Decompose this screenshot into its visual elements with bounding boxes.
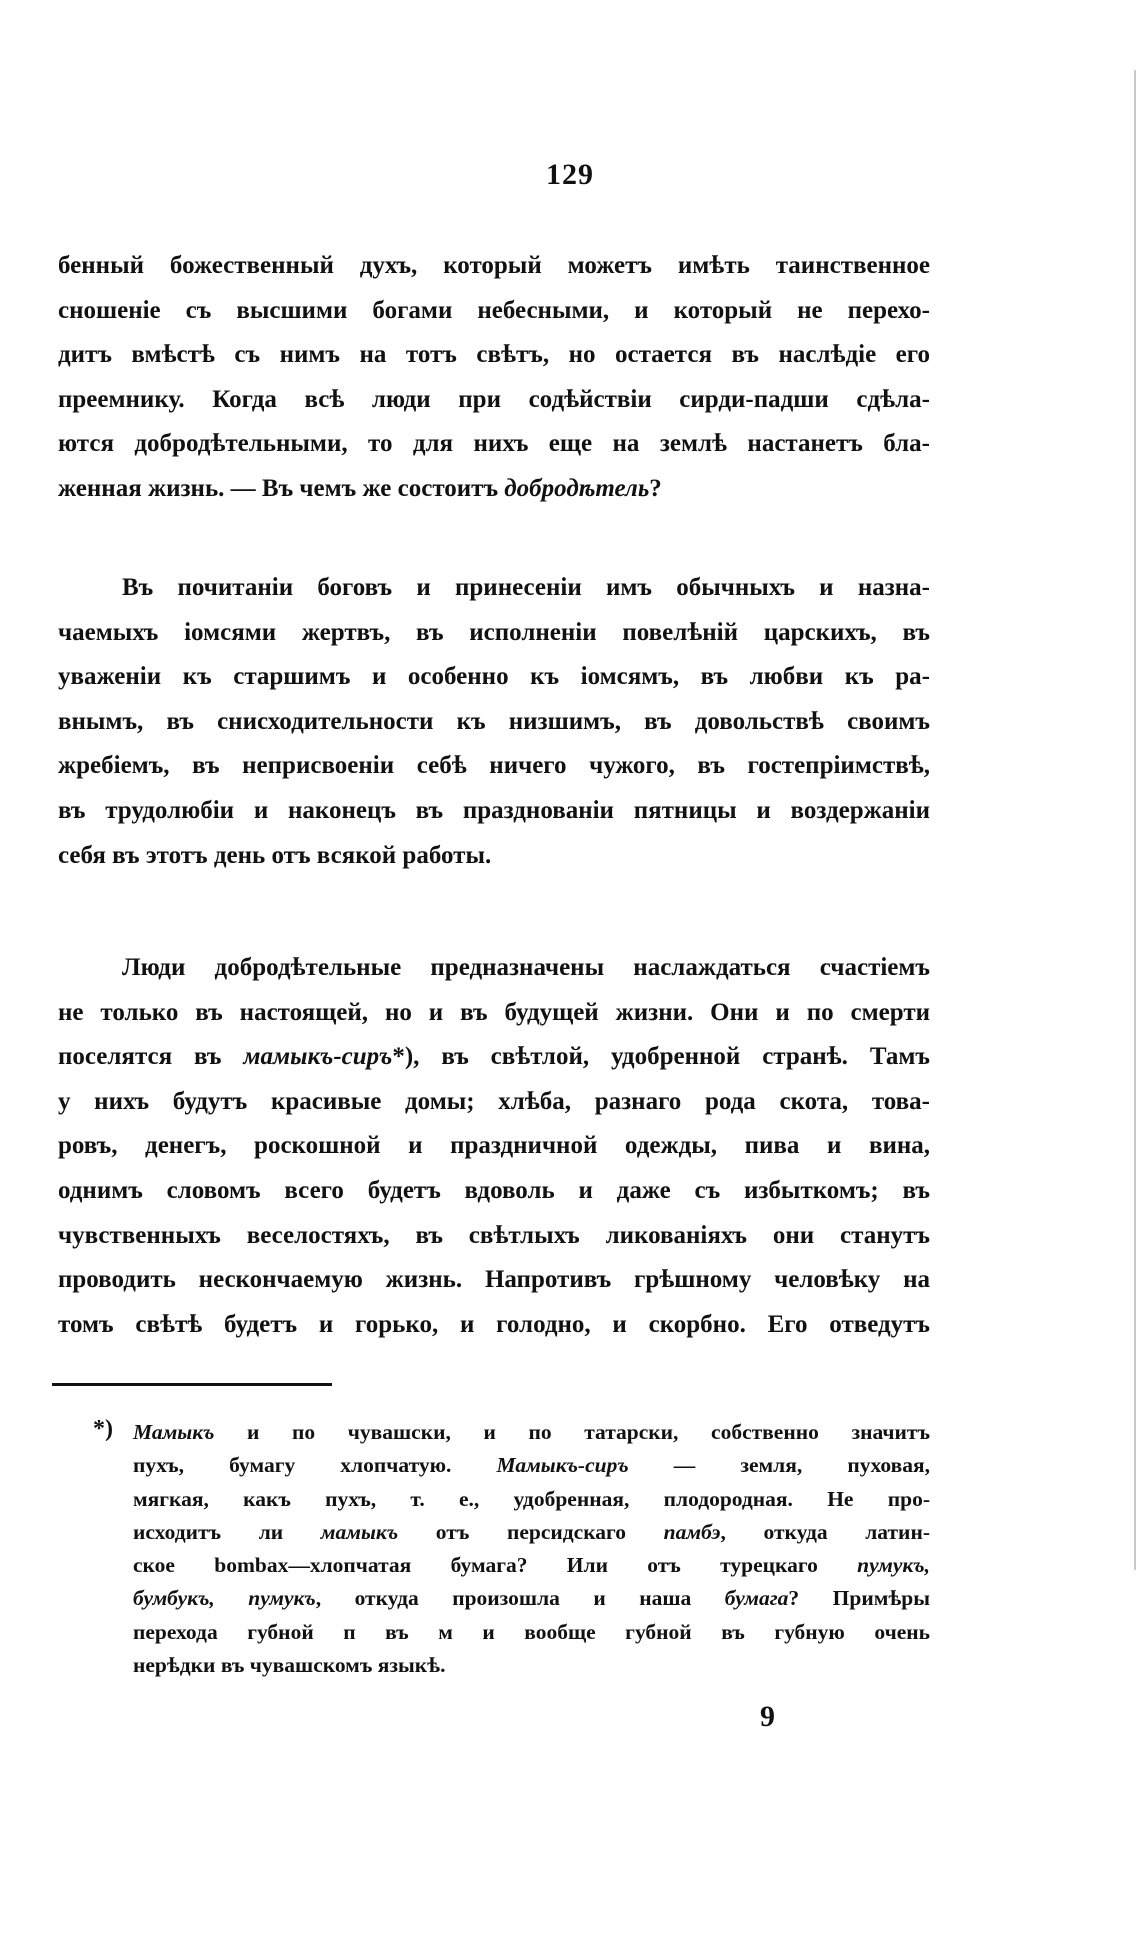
footnote-line bbox=[95, 1449, 930, 1482]
text-line: въ трудолюбіи и наконецъ въ празднованіи пятницы и воздержаніи bbox=[58, 796, 930, 824]
footnote-marker: *) bbox=[93, 1416, 113, 1442]
text-line: у нихъ будутъ красивые домы; хлѣба, разнаго рода скота, това- bbox=[58, 1087, 930, 1115]
text-fragment: отъ персидскаго bbox=[398, 1519, 664, 1544]
text-line: ются добродѣтельными, то для нихъ еще на землѣ настанетъ бла- bbox=[58, 430, 930, 458]
italic-term: Мамыкъ-сиръ bbox=[496, 1453, 629, 1478]
text-line bbox=[58, 467, 930, 512]
text-fragment: , откуда латин- bbox=[720, 1519, 930, 1544]
signature-mark: 9 bbox=[760, 1700, 775, 1733]
footnote-line: нерѣдки въ чувашскомъ языкѣ. bbox=[133, 1653, 446, 1678]
italic-term: бумбукъ, пумукъ bbox=[133, 1586, 316, 1611]
footnote-line: мягкая, какъ пухъ, т. е., удобренная, плодородная. Не про- bbox=[133, 1486, 930, 1511]
italic-term: пумукъ, bbox=[857, 1553, 930, 1578]
italic-term: памбэ bbox=[663, 1519, 721, 1544]
text-line: дитъ вмѣстѣ съ нимъ на тотъ свѣтъ, но остается въ наслѣдіе его bbox=[58, 341, 930, 369]
footnote-line bbox=[95, 1416, 930, 1449]
text-line: проводить нескончаемую жизнь. Напротивъ грѣшному человѣку на bbox=[58, 1266, 930, 1294]
text-line: Люди добродѣтельные предназначены наслаждаться счастіемъ bbox=[122, 954, 930, 981]
text-fragment: — земля, пуховая, bbox=[628, 1453, 930, 1478]
italic-term: мамыкъ-сиръ bbox=[243, 1043, 393, 1071]
text-fragment: женная жизнь. — Въ чемъ же состоитъ bbox=[58, 474, 505, 502]
footnote-line bbox=[95, 1582, 930, 1615]
text-line: чаемыхъ іомсями жертвъ, въ исполненіи повелѣній царскихъ, въ bbox=[58, 618, 930, 646]
text-fragment: исходитъ ли bbox=[133, 1519, 321, 1544]
footnote-line bbox=[95, 1516, 930, 1549]
text-line: Въ почитаніи боговъ и принесеніи имъ обычныхъ и назна- bbox=[122, 574, 930, 601]
footnote-divider bbox=[52, 1383, 332, 1386]
text-line: преемнику. Когда всѣ люди при содѣйствіи сирди-падши сдѣла- bbox=[58, 385, 930, 413]
text-line: уваженіи къ старшимъ и особенно къ іомсямъ, въ любви къ ра- bbox=[58, 663, 930, 691]
text-line: однимъ словомъ всего будетъ вдоволь и даже съ избыткомъ; въ bbox=[58, 1176, 930, 1204]
footnote-line: перехода губной п въ м и вообще губной въ губную очень bbox=[133, 1619, 930, 1644]
text-line: внымъ, въ снисходительности къ низшимъ, въ довольствѣ своимъ bbox=[58, 707, 930, 735]
page-edge bbox=[1134, 70, 1136, 1570]
text-fragment: поселятся въ bbox=[58, 1043, 244, 1071]
text-fragment: ? bbox=[649, 474, 662, 502]
page-number: 129 bbox=[546, 158, 594, 191]
text-line: чувственныхъ веселостяхъ, въ свѣтлыхъ ликованіяхъ они станутъ bbox=[58, 1221, 930, 1249]
text-fragment: пухъ, бумагу хлопчатую. bbox=[133, 1453, 497, 1478]
text-line: не только въ настоящей, но и въ будущей жизни. Они и по смерти bbox=[58, 998, 930, 1026]
paragraph-1 bbox=[58, 244, 930, 512]
text-fragment: и по чувашски, и по татарски, собственно значитъ bbox=[214, 1420, 930, 1444]
text-line bbox=[58, 1035, 930, 1080]
text-fragment: *), въ свѣтлой, удобренной странѣ. Тамъ bbox=[392, 1043, 930, 1071]
paragraph-3 bbox=[58, 946, 930, 1347]
italic-term: добродѣтель bbox=[504, 474, 650, 502]
text-fragment: ? Примѣры bbox=[788, 1586, 930, 1611]
italic-term: Мамыкъ bbox=[133, 1420, 215, 1444]
text-line: томъ свѣтѣ будетъ и горько, и голодно, и скорбно. Его отведутъ bbox=[58, 1310, 930, 1338]
text-line: себя въ этотъ день отъ всякой работы. bbox=[58, 841, 492, 869]
text-line: бенный божественный духъ, который можетъ имѣть таинственное bbox=[58, 252, 930, 279]
text-line: сношеніе съ высшими богами небесными, и который не перехо- bbox=[58, 296, 930, 324]
italic-term: бумага bbox=[724, 1586, 789, 1611]
footnote-line bbox=[95, 1549, 930, 1582]
text-fragment: , откуда произошла и наша bbox=[315, 1586, 725, 1611]
paragraph-2 bbox=[58, 566, 930, 878]
text-line: ровъ, денегъ, роскошной и праздничной одежды, пива и вина, bbox=[58, 1132, 930, 1160]
italic-term: мамыкъ bbox=[320, 1519, 399, 1544]
text-fragment: ское bombax—хлопчатая бумага? Или отъ турецкаго bbox=[133, 1553, 858, 1578]
footnote bbox=[95, 1416, 930, 1682]
text-line: жребіемъ, въ неприсвоеніи себѣ ничего чужого, въ гостепріимствѣ, bbox=[58, 752, 930, 780]
